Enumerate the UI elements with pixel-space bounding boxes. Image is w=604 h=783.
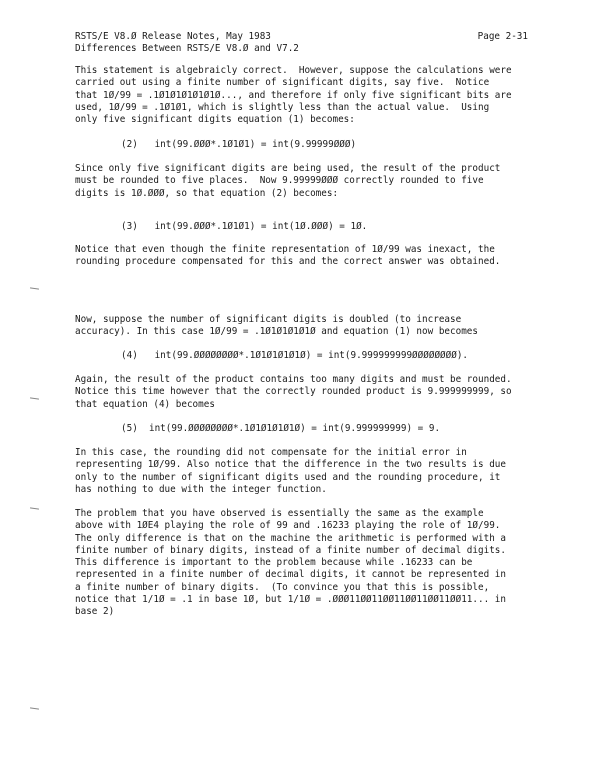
text-line: This statement is algebraicly correct. However, suppose the calculations were [75,65,512,76]
text-line: This difference is important to the problem because while .16233 can be [75,557,473,569]
text-line: accuracy). In this case 1Ø/99 = .1Ø1Ø1Ø1Ø1Ø and equation (1) now becomes [75,326,478,338]
text-line: base 2) [75,606,115,618]
text-line: has nothing to due with the integer function. [75,483,327,495]
paragraph [75,244,535,269]
text-line: used, 1Ø/99 = .1Ø1Ø1, which is slightly less than the actual value. Using [75,101,490,113]
section-title: Differences Between RSTS/E V8.Ø and V7.2 [75,43,299,55]
margin-mark [30,507,39,509]
text-line: rounding procedure compensated for this and the correct answer was obtained. [75,256,501,268]
paragraph [75,314,535,339]
paragraph [75,163,535,200]
text-line: represented in a finite number of decimal digits, it cannot be represented in [75,569,506,581]
document-title: RSTS/E V8.Ø Release Notes, May 1983 [75,31,271,42]
text-line: that 1Ø/99 = .1Ø1Ø1Ø1Ø1Ø1Ø..., and therefore if only five significant bits are [75,89,512,101]
page-number: Page 2-31 [477,31,528,42]
text-line: representing 1Ø/99. Also notice that the difference in the two results is due [75,459,506,471]
paragraph [75,508,535,619]
text-line: (4) int(99.ØØØØØØØØ*.1Ø1Ø1Ø1Ø1Ø) = int(9.999999999ØØØØØØØØ). [121,350,469,361]
text-line: In this case, the rounding did not compensate for the initial error in [75,447,467,458]
text-line: a finite number of binary digits. (To convince you that this is possible, [75,581,490,593]
margin-mark [30,397,39,399]
margin-mark [30,287,39,289]
text-line: only five significant digits equation (1) becomes: [75,114,355,126]
text-line: that equation (4) becomes [75,398,215,410]
equation-2 [121,139,356,151]
text-line: The only difference is that on the machine the arithmetic is performed with a [75,532,506,544]
text-line: Now, suppose the number of significant digits is doubled (to increase [75,314,462,325]
text-line: must be rounded to five places. Now 9.99999ØØØ correctly rounded to five [75,175,484,187]
text-line: above with 1ØE4 playing the role of 99 and .16233 playing the role of 1Ø/99. [75,520,501,532]
text-line: carried out using a finite number of significant digits, say five. Notice [75,77,490,89]
text-line: (3) int(99.ØØØ*.1Ø1Ø1) = int(1Ø.ØØØ) = 1Ø. [121,221,368,232]
paragraph [75,65,535,126]
running-header [75,31,535,56]
text-line: Notice that even though the finite representation of 1Ø/99 was inexact, the [75,244,495,255]
margin-mark [30,707,39,709]
text-line: only to the number of significant digits used and the rounding procedure, it [75,471,501,483]
text-line: finite number of binary digits, instead of a finite number of decimal digits. [75,544,506,556]
equation-3 [121,221,367,233]
paragraph [75,447,535,496]
equation-4 [121,350,468,362]
paragraph [75,374,535,411]
text-line: Since only five significant digits are being used, the result of the product [75,163,501,174]
text-line: (2) int(99.ØØØ*.1Ø1Ø1) = int(9.99999ØØØ) [121,139,357,150]
text-line: Notice this time however that the correctly rounded product is 9.999999999, so [75,386,512,398]
text-line: Again, the result of the product contains too many digits and must be rounded. [75,374,512,385]
equation-5 [121,423,440,435]
text-line: notice that 1/1Ø = .1 in base 1Ø, but 1/1Ø = .ØØØ11ØØ11ØØ11ØØ11ØØ11ØØ11... in [75,594,506,606]
text-line: (5) int(99.ØØØØØØØØ*.1Ø1Ø1Ø1Ø1Ø) = int(9.999999999) = 9. [121,423,441,434]
text-line: digits is 1Ø.ØØØ, so that equation (2) becomes: [75,187,339,199]
text-line: The problem that you have observed is essentially the same as the example [75,508,484,519]
